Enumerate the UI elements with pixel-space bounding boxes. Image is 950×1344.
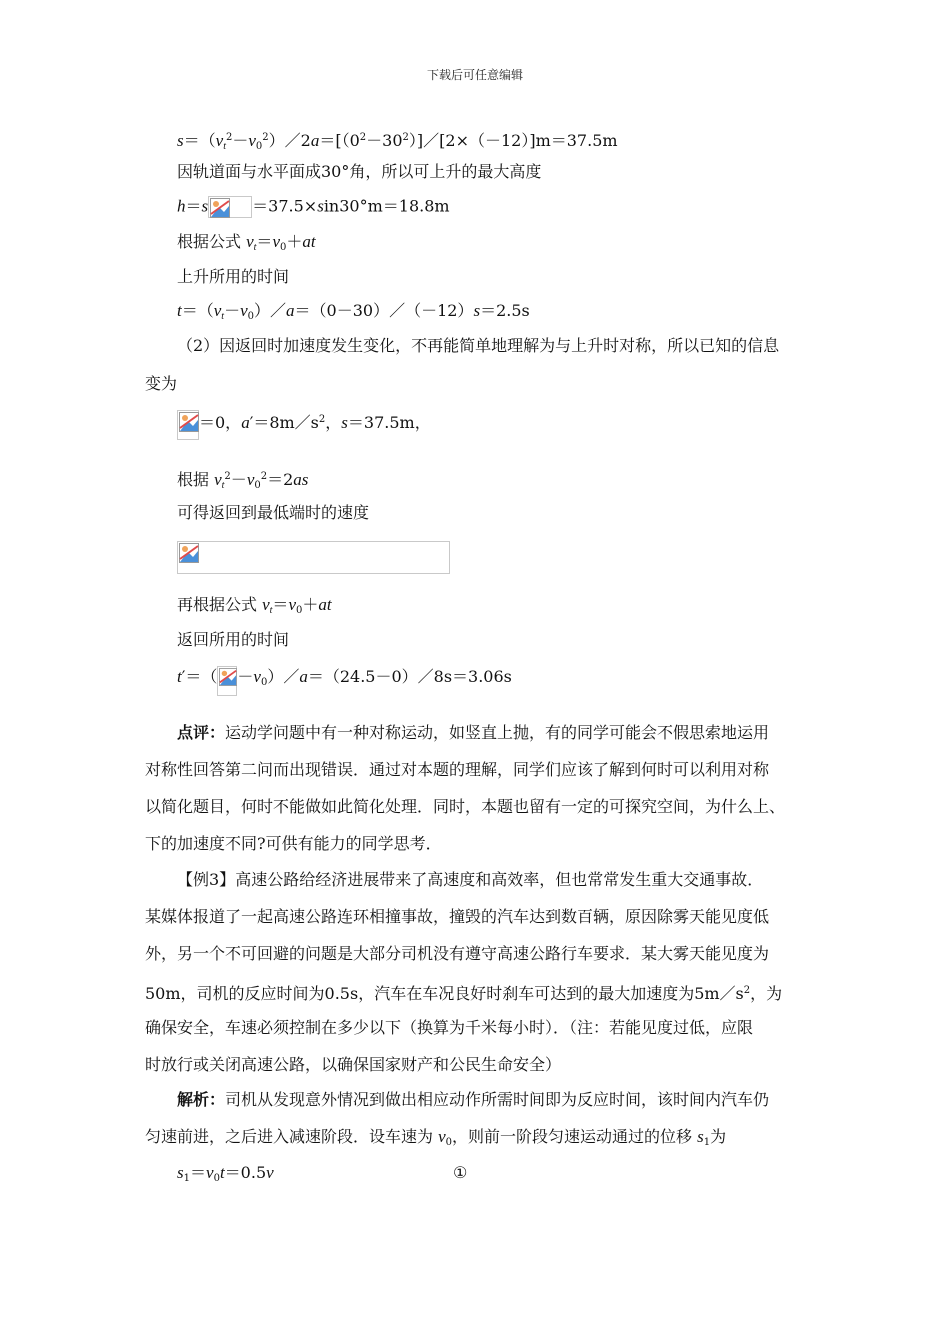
known-values: ＝0，$a'=8m/s^2$，s＝37.5m， (177, 410, 431, 440)
broken-image-icon (177, 410, 199, 440)
comment-line-3: 以简化题目，何时不能做如此简化处理．同时，本题也留有一定的可探究空间，为什么上、 (145, 797, 786, 816)
comment-line-1: 点评：运动学问题中有一种对称运动，如竖直上抛，有的同学可能会不假思索地运用 (177, 723, 770, 742)
formula-height: h＝s ＝37.5×sin30°m＝18.8m (177, 196, 450, 218)
broken-image-icon (208, 196, 252, 218)
text-max-height-intro: 因轨道面与水平面成30°角，所以可上升的最大高度 (177, 162, 542, 181)
example3-line-5: 确保安全，车速必须控制在多少以下（换算为千米每小时）．（注：若能见度过低，应限 (145, 1018, 754, 1037)
comment-line-2: 对称性回答第二问而出现错误．通过对本题的理解，同学们应该了解到何时可以利用对称 (145, 760, 770, 779)
formula-return-time: t′＝（ $-v_0)/a=(24.5-0)/8s=3.06s$ (177, 666, 512, 696)
text-part2: （2）因返回时加速度发生变化，不再能简单地理解为与上升时对称，所以已知的信息 (177, 336, 780, 355)
formula-velocity: 根据公式 $v_t=v_0+at$ (177, 232, 316, 253)
example3-line-3: 外，另一个不可回避的问题是大部分司机没有遵守高速公路行车要求．某大雾天能见度为 (145, 944, 770, 963)
example3-line-1: 【例3】高速公路给经济进展带来了高速度和高效率，但也常常发生重大交通事故． (177, 870, 764, 889)
formula-s1: $s_1=v_0t=0.5v$ (177, 1163, 274, 1184)
comment-line-4: 下的加速度不同?可供有能力的同学思考． (145, 834, 442, 853)
example3-line-6: 时放行或关闭高速公路，以确保国家财产和公民生命安全） (145, 1055, 562, 1074)
text-becomes: 变为 (145, 374, 178, 393)
text-rise-time: 上升所用的时间 (177, 267, 290, 286)
broken-image-icon (217, 666, 237, 696)
equation-image (177, 541, 450, 574)
formula-displacement: $s=(v_t^2-v_0^2)/2a=[(0^2-30^2)]/[2\times(-12)]m=37.5m$ (177, 131, 618, 152)
text-return-time: 返回所用的时间 (177, 630, 290, 649)
analysis-line-1: 解析：司机从发现意外情况到做出相应动作所需时间即为反应时间，该时间内汽车仍 (177, 1090, 770, 1109)
formula-rise-time: $t=(v_t-v_0)/a=(0-30)/(-12)s=2.5s$ (177, 301, 530, 322)
example3-line-4: 50m，司机的反应时间为0.5s，汽车在车况良好时刹车可达到的最大加速度为$5m/s^2$，为 (145, 984, 783, 1003)
equation-number: ① (453, 1163, 468, 1182)
formula-velocity-2: 再根据公式 $v_t=v_0+at$ (177, 595, 332, 616)
formula-kinematic: 根据 $v_t^2-v_0^2=2as$ (177, 470, 309, 491)
text-bottom-speed: 可得返回到最低端时的速度 (177, 503, 370, 522)
example3-line-2: 某媒体报道了一起高速公路连环相撞事故，撞毁的汽车达到数百辆，原因除雾天能见度低 (145, 907, 770, 926)
page-header: 下载后可任意编辑 (426, 68, 523, 82)
analysis-line-2: 匀速前进，之后进入减速阶段．设车速为 $v_0$，则前一阶段匀速运动通过的位移 $s_1$为 (145, 1127, 727, 1148)
